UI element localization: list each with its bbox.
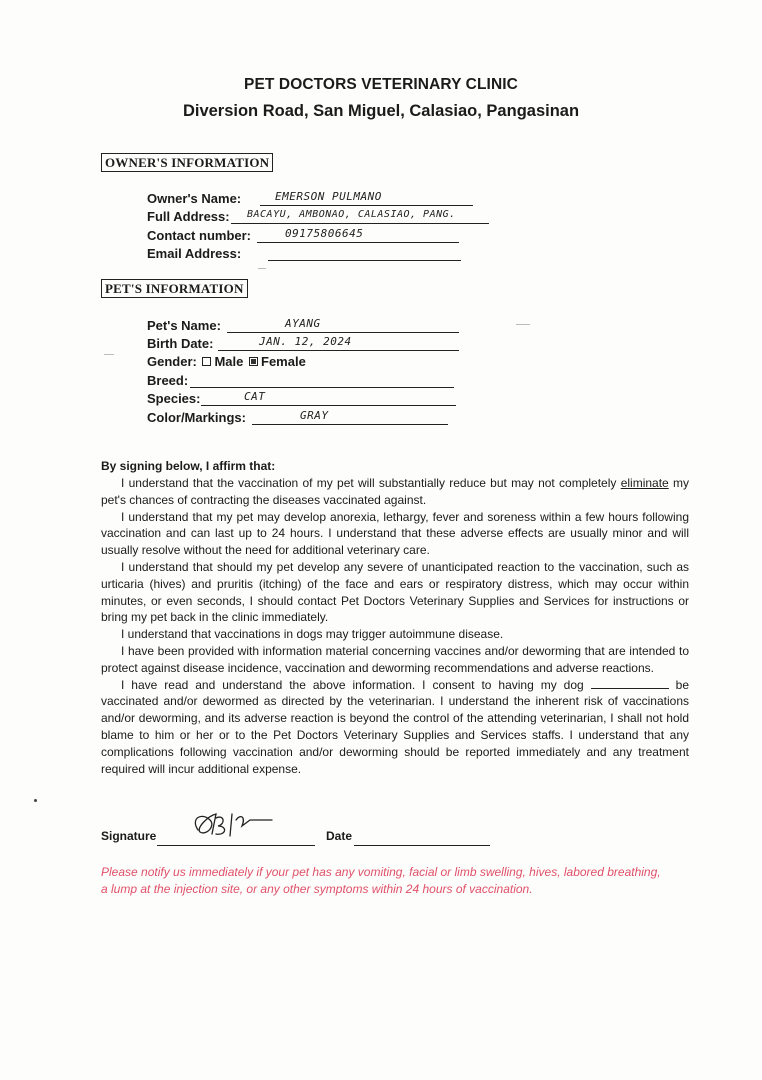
pet-name-value: AYANG	[285, 317, 321, 330]
affirmation-paragraph-5: I have been provided with information material concerning vaccines and/or deworming that are intended to protect against disease incidence, vaccination and deworming recommendations and adverse reactions.	[101, 643, 689, 675]
owner-name-value: EMERSON PULMANO	[275, 190, 382, 203]
full-address-label: Full Address:	[147, 209, 230, 224]
clinic-address: Diversion Road, San Miguel, Calasiao, Pangasinan	[182, 102, 580, 120]
affirmation-paragraph-1	[101, 475, 689, 509]
p6-text-b: be vaccinated and/or dewormed as directed by the veterinarian. I understand the inherent risk of vaccinations and/or deworming, and its adverse reaction is beyond the control of the attending veterinarian, I shall not hold blame to him or her or to the Pet Doctors Veterinary Supplies and Services staffs. I understand that any complications following vaccination and/or deworming should be reported immediately and any treatment required will incur additional expense.	[101, 677, 690, 776]
female-option-label: Female	[261, 354, 306, 369]
dog-name-blank[interactable]	[591, 678, 669, 689]
birth-date-label: Birth Date:	[147, 336, 214, 351]
breed-line	[190, 387, 454, 388]
owner-name-label: Owner's Name:	[147, 191, 242, 206]
pet-section-heading: PET'S INFORMATION	[101, 279, 248, 298]
affirmation-paragraph-2: I understand that my pet may develop anorexia, lethargy, fever and soreness within a few hours following vaccination and can last up to 24 hours. I understand that these adverse effects are usually minor and will usually resolve without the need for additional veterinary care.	[101, 509, 689, 558]
owner-section-heading: OWNER'S INFORMATION	[101, 153, 273, 172]
affirmation-paragraph-6	[101, 677, 689, 778]
signature-row	[101, 829, 353, 843]
color-markings-label: Color/Markings:	[147, 410, 246, 425]
gender-field	[147, 354, 306, 369]
clinic-name: PET DOCTORS VETERINARY CLINIC	[244, 76, 518, 93]
p1-underlined-word: eliminate	[620, 476, 669, 490]
notice-text: Please notify us immediately if your pet has any vomiting, facial or limb swelling, hives, labored breathing, a lump at the injection site, or any other symptoms within 24 hours of vaccination.	[101, 865, 661, 896]
pet-name-label: Pet's Name:	[147, 318, 221, 333]
p6-text-a: I have read and understand the above information. I consent to having my dog	[121, 677, 584, 692]
affirmation-text	[101, 475, 689, 777]
scan-mark	[516, 324, 530, 325]
female-checkbox[interactable]	[249, 357, 258, 366]
gender-label: Gender:	[147, 354, 197, 369]
signature-label: Signature	[101, 829, 157, 843]
scan-mark	[258, 268, 266, 269]
p1-text-b: my pet's chances of contracting the diseases vaccinated against.	[101, 476, 689, 507]
contact-number-label: Contact number:	[147, 228, 251, 243]
date-label: Date	[326, 829, 353, 843]
p1-text-a: I understand that the vaccination of my pet will substantially reduce but may not completely	[121, 476, 617, 490]
color-markings-value: GRAY	[300, 409, 329, 422]
date-line[interactable]	[354, 845, 490, 846]
birth-date-value: JAN. 12, 2024	[259, 335, 352, 348]
male-checkbox[interactable]	[202, 357, 211, 366]
full-address-value: BACAYU, AMBONAO, CALASIAO, PANG.	[247, 209, 456, 220]
contact-number-value: 09175806645	[285, 227, 364, 240]
affirmation-title: By signing below, I affirm that:	[101, 459, 276, 473]
email-address-label: Email Address:	[147, 246, 242, 261]
scan-dot	[34, 799, 37, 802]
breed-label: Breed:	[147, 373, 189, 388]
color-markings-line	[252, 424, 448, 425]
species-value: CAT	[244, 390, 266, 403]
affirmation-paragraph-3: I understand that should my pet develop any severe of unanticipated reaction to the vaccination, such as urticaria (hives) and pruritis (itching) of the face and ears or respiratory distress, which may occur within minutes, or even seconds, I should contact Pet Doctors Veterinary Supplies and Services for instructions or bring my pet back in the clinic immediately.	[101, 559, 689, 625]
scan-mark	[104, 354, 114, 355]
affirmation-paragraph-4: I understand that vaccinations in dogs may trigger autoimmune disease.	[121, 627, 504, 642]
email-address-line	[268, 260, 461, 261]
handwritten-signature	[150, 806, 280, 846]
species-label: Species:	[147, 391, 201, 406]
male-option-label: Male	[214, 354, 244, 369]
species-line	[201, 405, 456, 406]
